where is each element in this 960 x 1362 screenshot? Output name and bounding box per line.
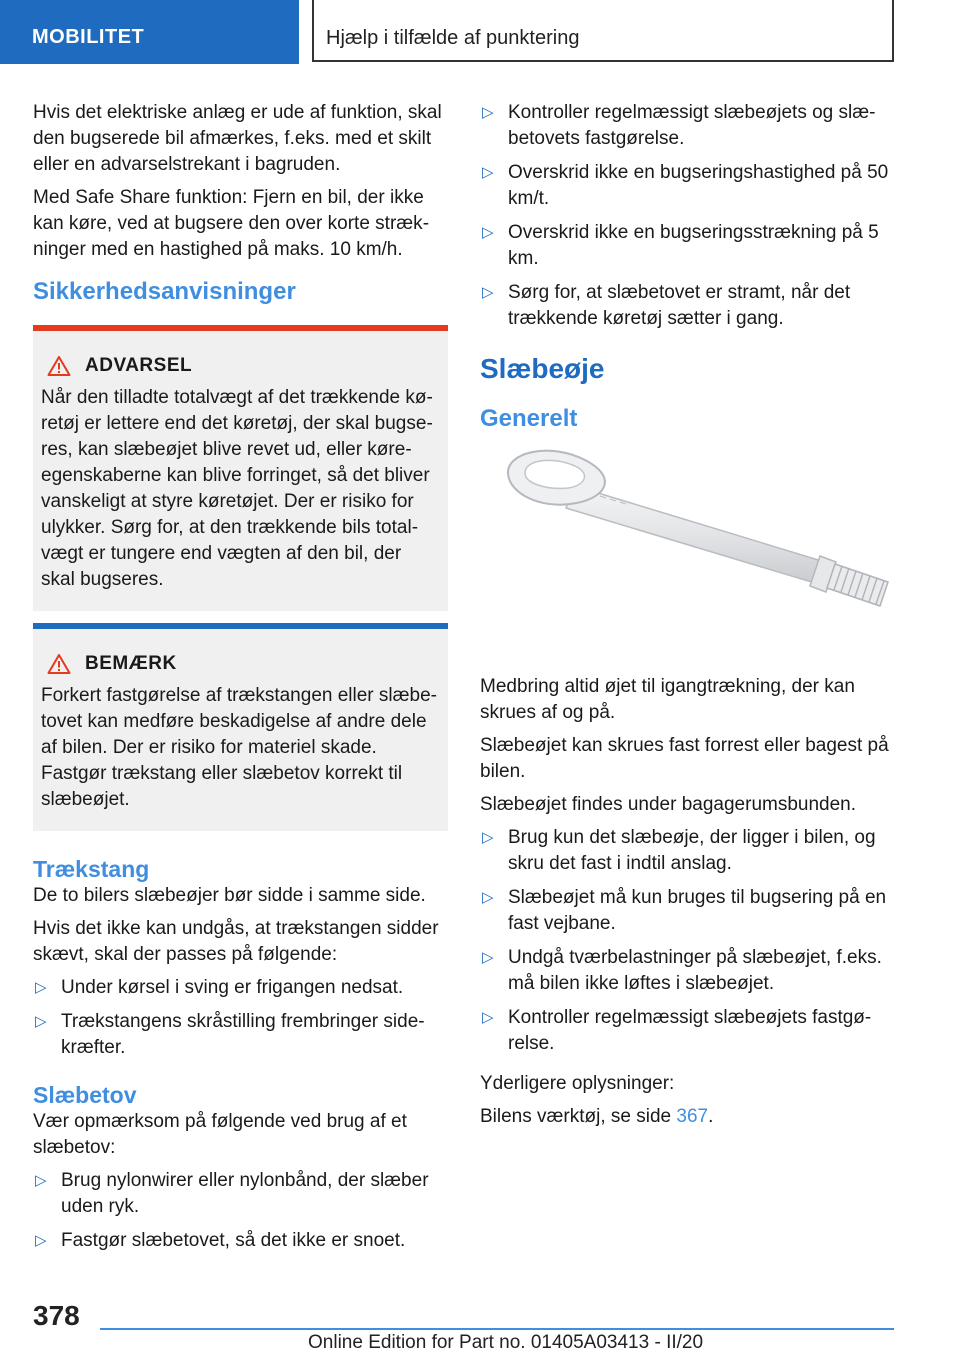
triangle-right-icon: ▷ [482,949,494,966]
towbar-steps [33,975,448,1061]
note-title: BEMÆRK [85,653,177,674]
list-item: ▷ Under kørsel i sving er frigangen nedsat. [33,975,448,1001]
triangle-right-icon: ▷ [35,1172,47,1189]
triangle-right-icon: ▷ [482,224,494,241]
tools-reference: Bilens værktøj, se side 367. [480,1106,714,1127]
page-reference-link[interactable]: 367 [676,1106,709,1127]
tow-eye-heading: Slæbeøje [480,353,605,384]
chapter-header [312,0,894,62]
tow-eye-image [480,434,895,674]
triangle-right-icon: ▷ [35,1013,47,1030]
tow-eye-illustration [480,434,895,674]
paragraph: Slæbeøjet findes under bagagerumsbunden. [480,794,857,815]
list-item: ▷ Overskrid ikke en bugseringshastighed på 50 km/t. [482,162,889,209]
right-column [480,100,895,1137]
triangle-right-icon: ▷ [482,164,494,181]
safety-heading: Sikkerhedsanvisninger [33,278,296,305]
warning-text: Når den tilladte totalvægt af det trækkende køretøj er lettere end det køretøj, der skal bugseres, kan slæbeøjet blive revet ud, eller køreegenskaberne kan blive forringet, så det bliver vanskeligt at styre køretøjet. Der er risiko for ulykker. Sørg for, at den trækkende bils totalvægt er tungere end vægten af den bil, der skal bugseres. [41,387,433,590]
list-item: ▷ Overskrid ikke en bugseringsstrækning på 5 km. [482,222,879,269]
triangle-right-icon: ▷ [482,284,494,301]
towbar-heading: Trækstang [33,856,150,882]
footer-edition: Online Edition for Part no. 01405A03413 - II/20 [308,1332,704,1353]
list-item: ▷ Fastgør slæbetovet, så det ikke er snoet. [33,1228,448,1254]
tow-eye-steps [480,825,895,1057]
triangle-right-icon: ▷ [482,1009,494,1026]
paragraph: Yderligere oplysninger: [480,1073,675,1094]
list-item: ▷ Undgå tværbelastninger på slæbeøjet, f.eks. må bilen ikke løftes i slæbeøjet. [482,947,882,994]
note-title-row [41,651,440,677]
triangle-right-icon: ▷ [482,829,494,846]
paragraph: Slæbeøjet kan skrues fast forrest eller bagest på bilen. [480,735,889,782]
warning-triangle-icon [47,355,71,377]
paragraph: De to bilers slæbeøjer bør sidde i samme side. [33,885,426,906]
note-box [33,623,448,831]
section-tab [0,0,299,64]
list-item: ▷ Slæbeøjet må kun bruges til bugsering på en fast vejbane. [482,887,887,934]
list-item: ▷ Kontroller regelmæssigt slæbeøjets og slæbetovets fastgørelse. [482,102,876,149]
paragraph: Hvis det elektriske anlæg er ude af funktion, skal den bugserede bil afmærkes, f.eks. med et skilt eller en advarselstrekant i bagruden. [33,102,442,175]
paragraph: Vær opmærksom på følgende ved brug af et slæbetov: [33,1111,407,1158]
chapter-title: Hjælp i tilfælde af punktering [326,27,580,49]
rope-heading: Slæbetov [33,1082,137,1108]
page-number: 378 [33,1300,80,1331]
triangle-right-icon: ▷ [482,889,494,906]
left-column [33,100,448,1262]
rope-steps [33,1168,448,1254]
general-heading: Generelt [480,405,578,432]
note-text: Forkert fastgørelse af trækstangen eller slæbetovet kan medføre beskadigelse af andre dele af bilen. Der er risiko for materiel skade. Fastgør trækstang eller slæbetov korrekt til slæbeøjet. [41,685,437,810]
warning-box [33,325,448,611]
list-item: ▷ Kontroller regelmæssigt slæbeøjets fastgørelse. [482,1007,872,1054]
list-item: ▷ Sørg for, at slæbetovet er stramt, når det trækkende køretøj sætter i gang. [482,282,851,329]
list-item: ▷ Brug kun det slæbeøje, der ligger i bilen, og skru det fast i indtil anslag. [482,827,876,874]
list-item: ▷ Brug nylonwirer eller nylonbånd, der slæber uden ryk. [35,1170,429,1217]
paragraph: Medbring altid øjet til igangtrækning, der kan skrues af og på. [480,676,855,723]
triangle-right-icon: ▷ [35,1232,47,1249]
paragraph: Hvis det ikke kan undgås, at trækstangen sidder skævt, skal der passes på følgende: [33,918,439,965]
triangle-right-icon: ▷ [35,979,47,996]
section-title: MOBILITET [32,26,145,48]
list-item: ▷ Trækstangens skråstilling frembringer sidekræfter. [35,1011,425,1058]
warning-title: ADVARSEL [85,355,193,376]
triangle-right-icon: ▷ [482,104,494,121]
rope-steps-continued [480,100,895,332]
footer-divider [100,1328,894,1330]
paragraph: Med Safe Share funktion: Fjern en bil, der ikke kan køre, ved at bugsere den over korte strækninger med en hastighed på maks. 10 km/h. [33,187,430,260]
warning-title-row [41,353,440,379]
warning-triangle-icon [47,653,71,675]
